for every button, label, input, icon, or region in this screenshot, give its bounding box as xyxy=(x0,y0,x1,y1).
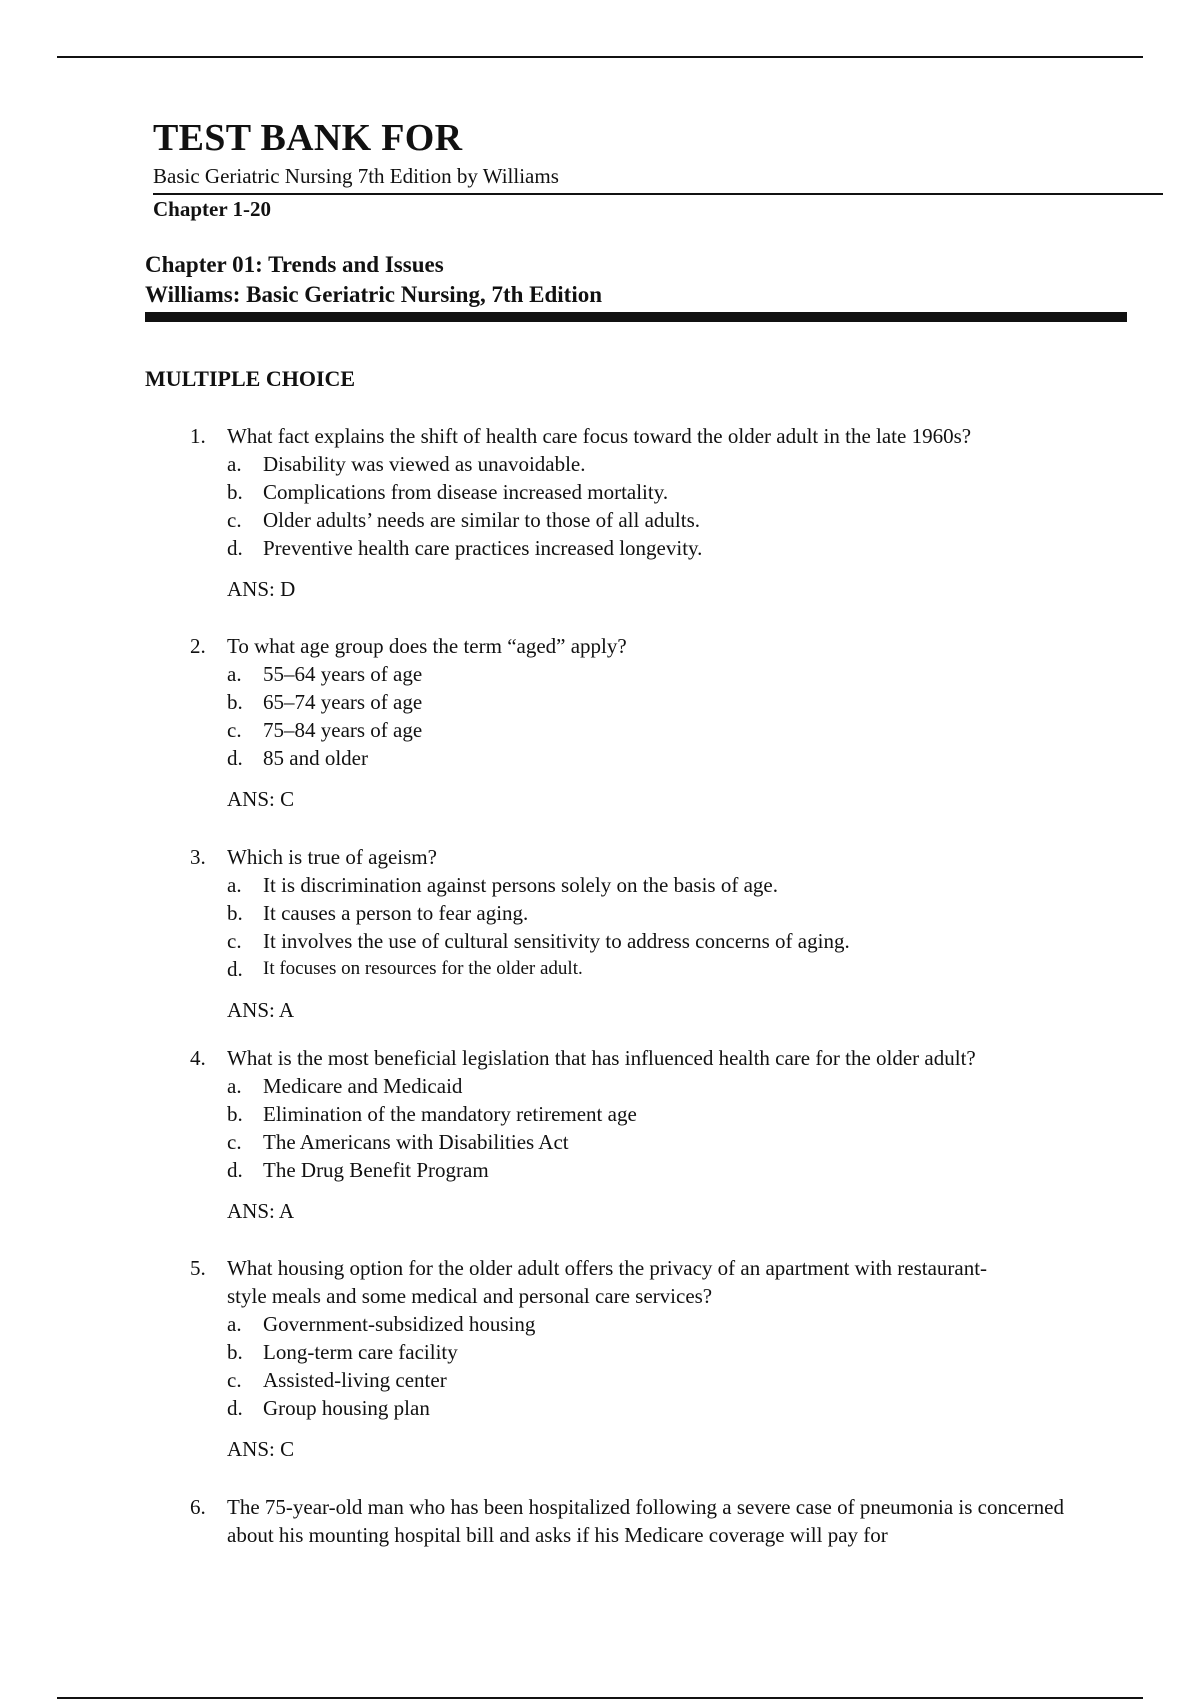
option-letter: d. xyxy=(227,536,243,560)
document-title: TEST BANK FOR xyxy=(153,117,463,159)
option-letter: a. xyxy=(227,452,242,476)
option-letter: b. xyxy=(227,1340,243,1364)
bottom-rule xyxy=(57,1697,1143,1699)
option-text: It causes a person to fear aging. xyxy=(263,901,529,925)
question-stem: What is the most beneficial legislation that has influenced health care for the older adult? xyxy=(227,1046,976,1070)
option-text: The Americans with Disabilities Act xyxy=(263,1130,569,1154)
option-c xyxy=(227,506,1110,534)
option-text: 55–64 years of age xyxy=(263,662,423,686)
option-b xyxy=(227,1100,1110,1128)
option-a xyxy=(227,871,1110,899)
option-a xyxy=(227,1072,1110,1100)
option-letter: d. xyxy=(227,1158,243,1182)
chapter-book: Williams: Basic Geriatric Nursing, 7th Edition xyxy=(145,282,603,307)
option-c xyxy=(227,1366,1110,1394)
chapter-thick-rule xyxy=(145,312,1127,322)
option-list xyxy=(227,1310,1110,1422)
question-stem: The 75-year-old man who has been hospitalized following a severe case of pneumonia is concerned about his mounting hospital bill and asks if his Medicare coverage will pay for xyxy=(227,1495,1064,1547)
question-number: 3. xyxy=(190,845,206,869)
answer-key: ANS: C xyxy=(227,787,295,811)
option-letter: d. xyxy=(227,746,243,770)
answer-key: ANS: A xyxy=(227,998,295,1022)
option-d xyxy=(227,1394,1110,1422)
option-text: It involves the use of cultural sensitivity to address concerns of aging. xyxy=(263,929,850,953)
option-list xyxy=(227,871,1110,983)
question-3 xyxy=(190,843,1110,1024)
option-text: Disability was viewed as unavoidable. xyxy=(263,452,586,476)
option-d xyxy=(227,744,1110,772)
option-letter: a. xyxy=(227,1074,242,1098)
option-b xyxy=(227,688,1110,716)
option-text: It is discrimination against persons solely on the basis of age. xyxy=(263,873,778,897)
option-c xyxy=(227,927,1110,955)
top-rule xyxy=(57,56,1143,58)
option-text: Complications from disease increased mortality. xyxy=(263,480,669,504)
option-letter: c. xyxy=(227,508,242,532)
question-4 xyxy=(190,1044,1110,1225)
option-a xyxy=(227,660,1110,688)
option-a xyxy=(227,450,1110,478)
question-number: 2. xyxy=(190,634,206,658)
section-heading: MULTIPLE CHOICE xyxy=(145,366,356,391)
option-d xyxy=(227,955,1110,983)
header-rule xyxy=(153,193,1163,195)
document-subtitle: Basic Geriatric Nursing 7th Edition by Williams xyxy=(153,164,559,188)
option-letter: c. xyxy=(227,1130,242,1154)
option-b xyxy=(227,1338,1110,1366)
option-d xyxy=(227,534,1110,562)
option-text: Assisted-living center xyxy=(263,1368,447,1392)
option-a xyxy=(227,1310,1110,1338)
option-text: 75–84 years of age xyxy=(263,718,423,742)
chapter-range: Chapter 1-20 xyxy=(153,197,272,221)
answer-key: ANS: C xyxy=(227,1437,295,1461)
option-letter: c. xyxy=(227,1368,242,1392)
option-text: Preventive health care practices increased longevity. xyxy=(263,536,703,560)
option-letter: c. xyxy=(227,718,242,742)
option-letter: a. xyxy=(227,1312,242,1336)
question-5 xyxy=(190,1254,1110,1463)
option-text: 65–74 years of age xyxy=(263,690,423,714)
option-letter: b. xyxy=(227,480,243,504)
question-stem: Which is true of ageism? xyxy=(227,845,437,869)
question-stem: What fact explains the shift of health care focus toward the older adult in the late 1960s? xyxy=(227,424,972,448)
question-1 xyxy=(190,422,1110,603)
option-text: It focuses on resources for the older adult. xyxy=(263,958,583,979)
question-2 xyxy=(190,632,1110,813)
option-text: Elimination of the mandatory retirement age xyxy=(263,1102,637,1126)
chapter-title: Chapter 01: Trends and Issues xyxy=(145,252,444,277)
question-stem: What housing option for the older adult offers the privacy of an apartment with restaurant-style meals and some medical and personal care services? xyxy=(227,1256,988,1308)
option-b xyxy=(227,478,1110,506)
option-letter: a. xyxy=(227,873,242,897)
option-text: Older adults’ needs are similar to those of all adults. xyxy=(263,508,700,532)
answer-key: ANS: A xyxy=(227,1199,295,1223)
option-letter: d. xyxy=(227,957,243,981)
option-letter: b. xyxy=(227,1102,243,1126)
question-number: 6. xyxy=(190,1495,206,1519)
option-c xyxy=(227,1128,1110,1156)
option-text: The Drug Benefit Program xyxy=(263,1158,489,1182)
option-text: Group housing plan xyxy=(263,1396,430,1420)
option-d xyxy=(227,1156,1110,1184)
option-text: 85 and older xyxy=(263,746,368,770)
option-letter: b. xyxy=(227,901,243,925)
option-list xyxy=(227,660,1110,772)
option-text: Long-term care facility xyxy=(263,1340,458,1364)
option-c xyxy=(227,716,1110,744)
option-text: Medicare and Medicaid xyxy=(263,1074,463,1098)
answer-key: ANS: D xyxy=(227,577,296,601)
option-text: Government-subsidized housing xyxy=(263,1312,536,1336)
option-letter: d. xyxy=(227,1396,243,1420)
option-letter: c. xyxy=(227,929,242,953)
option-letter: b. xyxy=(227,690,243,714)
option-list xyxy=(227,450,1110,562)
question-number: 1. xyxy=(190,424,206,448)
question-number: 5. xyxy=(190,1256,206,1280)
option-list xyxy=(227,1072,1110,1184)
option-letter: a. xyxy=(227,662,242,686)
option-b xyxy=(227,899,1110,927)
question-number: 4. xyxy=(190,1046,206,1070)
question-stem: To what age group does the term “aged” apply? xyxy=(227,634,627,658)
question-6 xyxy=(190,1493,1110,1549)
